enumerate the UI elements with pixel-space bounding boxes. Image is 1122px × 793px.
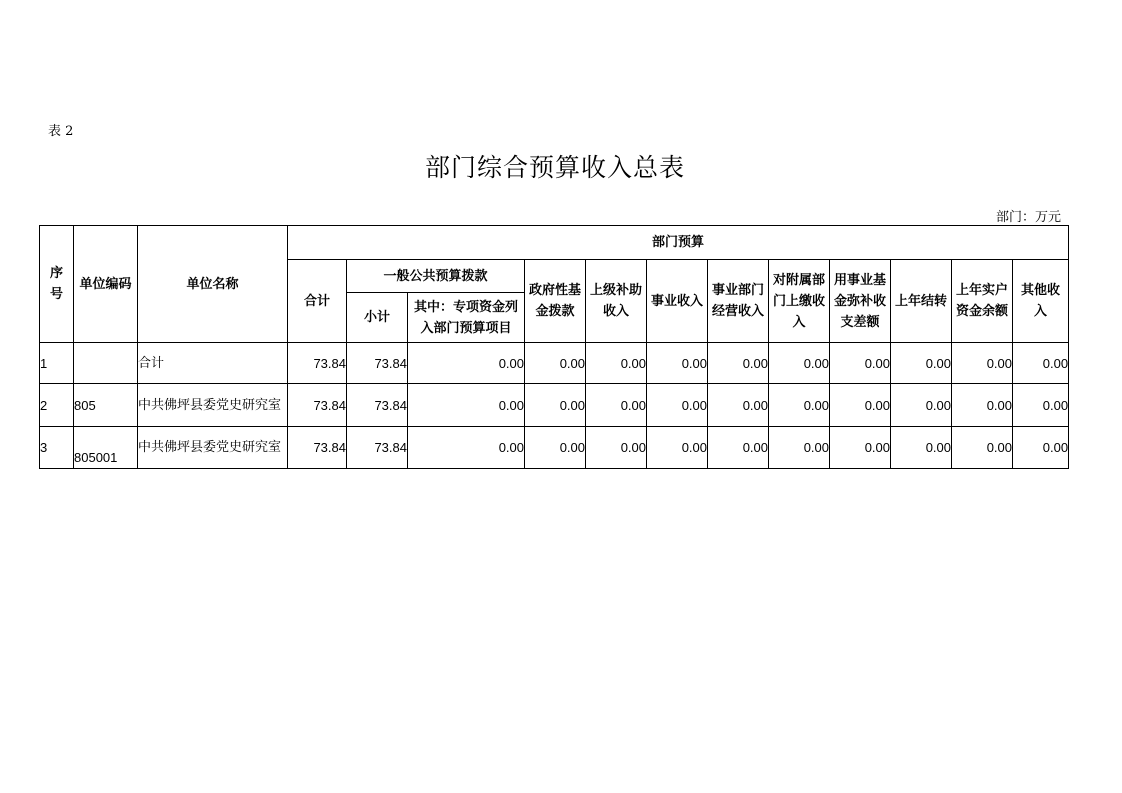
header-general-public-budget: 一般公共预算拨款 bbox=[347, 260, 525, 293]
page-title: 部门综合预算收入总表 bbox=[424, 153, 685, 182]
cell-gov-fund: 0.00 bbox=[525, 343, 586, 384]
header-unit-code: 单位编码 bbox=[74, 226, 138, 343]
cell-prior-balance: 0.00 bbox=[952, 427, 1013, 469]
cell-affiliated-payment: 0.00 bbox=[769, 384, 830, 427]
table-row bbox=[40, 384, 1069, 427]
cell-gov-fund: 0.00 bbox=[525, 384, 586, 427]
cell-carryover: 0.00 bbox=[891, 427, 952, 469]
cell-business-operation: 0.00 bbox=[708, 343, 769, 384]
cell-other-income: 0.00 bbox=[1013, 427, 1069, 469]
cell-superior-subsidy: 0.00 bbox=[586, 384, 647, 427]
cell-business-operation: 0.00 bbox=[708, 384, 769, 427]
cell-other-income: 0.00 bbox=[1013, 343, 1069, 384]
row-unit-name: 中共佛坪县委党史研究室 bbox=[138, 384, 288, 427]
cell-total: 73.84 bbox=[288, 427, 347, 469]
table-row bbox=[40, 427, 1069, 469]
row-unit-name: 中共佛坪县委党史研究室 bbox=[138, 427, 288, 469]
header-gov-fund: 政府性基金拨款 bbox=[525, 260, 586, 343]
cell-gov-fund: 0.00 bbox=[525, 427, 586, 469]
cell-other-income: 0.00 bbox=[1013, 384, 1069, 427]
header-prior-balance: 上年实户资金余额 bbox=[952, 260, 1013, 343]
row-seq: 3 bbox=[40, 427, 74, 469]
table-row bbox=[40, 343, 1069, 384]
header-business-income: 事业收入 bbox=[647, 260, 708, 343]
row-unit-code: 805001 bbox=[74, 427, 138, 469]
cell-subtotal: 73.84 bbox=[347, 384, 408, 427]
header-carryover: 上年结转 bbox=[891, 260, 952, 343]
header-seq: 序号 bbox=[40, 226, 74, 343]
cell-business-income: 0.00 bbox=[647, 384, 708, 427]
header-unit-name: 单位名称 bbox=[138, 226, 288, 343]
cell-total: 73.84 bbox=[288, 343, 347, 384]
cell-reserve-fund: 0.00 bbox=[830, 384, 891, 427]
header-affiliated-payment: 对附属部门上缴收入 bbox=[769, 260, 830, 343]
cell-business-income: 0.00 bbox=[647, 427, 708, 469]
header-special-funds: 其中：专项资金列入部门预算项目 bbox=[408, 293, 525, 343]
header-subtotal: 小计 bbox=[347, 293, 408, 343]
header-reserve-fund: 用事业基金弥补收支差额 bbox=[830, 260, 891, 343]
cell-superior-subsidy: 0.00 bbox=[586, 343, 647, 384]
cell-prior-balance: 0.00 bbox=[952, 343, 1013, 384]
unit-label: 部门：万元 bbox=[995, 210, 1061, 225]
header-superior-subsidy: 上级补助收入 bbox=[586, 260, 647, 343]
cell-total: 73.84 bbox=[288, 384, 347, 427]
cell-affiliated-payment: 0.00 bbox=[769, 427, 830, 469]
cell-reserve-fund: 0.00 bbox=[830, 427, 891, 469]
cell-business-operation: 0.00 bbox=[708, 427, 769, 469]
cell-business-income: 0.00 bbox=[647, 343, 708, 384]
cell-prior-balance: 0.00 bbox=[952, 384, 1013, 427]
row-seq: 1 bbox=[40, 343, 74, 384]
header-total: 合计 bbox=[288, 260, 347, 343]
cell-reserve-fund: 0.00 bbox=[830, 343, 891, 384]
cell-special-funds: 0.00 bbox=[408, 427, 525, 469]
cell-carryover: 0.00 bbox=[891, 384, 952, 427]
header-dept-budget: 部门预算 bbox=[288, 226, 1069, 260]
header-other-income: 其他收入 bbox=[1013, 260, 1069, 343]
row-seq: 2 bbox=[40, 384, 74, 427]
cell-special-funds: 0.00 bbox=[408, 343, 525, 384]
table-number-label: 表 2 bbox=[48, 124, 74, 139]
cell-carryover: 0.00 bbox=[891, 343, 952, 384]
cell-affiliated-payment: 0.00 bbox=[769, 343, 830, 384]
cell-special-funds: 0.00 bbox=[408, 384, 525, 427]
row-unit-code: 805 bbox=[74, 384, 138, 427]
row-unit-name: 合计 bbox=[138, 343, 288, 384]
row-unit-code bbox=[74, 343, 138, 384]
cell-subtotal: 73.84 bbox=[347, 343, 408, 384]
cell-subtotal: 73.84 bbox=[347, 427, 408, 469]
budget-income-table bbox=[39, 225, 1069, 469]
cell-superior-subsidy: 0.00 bbox=[586, 427, 647, 469]
header-business-operation: 事业部门经营收入 bbox=[708, 260, 769, 343]
